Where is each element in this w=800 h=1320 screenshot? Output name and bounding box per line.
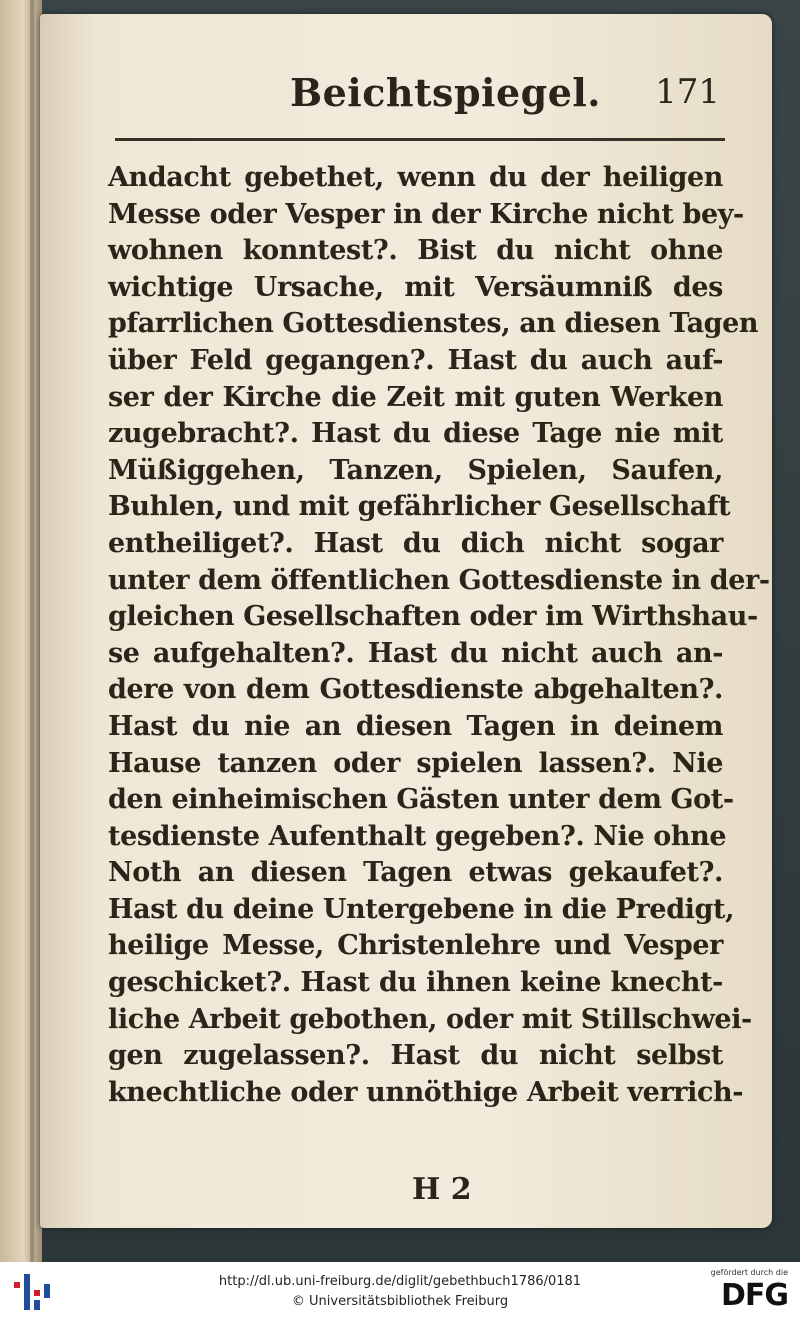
signature-mark: H 2 [412, 1172, 472, 1207]
text-line: knechtliche oder unnöthige Arbeit verrich- [108, 1076, 744, 1108]
text-line: Noth an diesen Tagen etwas gekaufet?. [108, 857, 723, 889]
text-line: über Feld gegangen?. Hast du auch auf- [108, 344, 723, 376]
funding-note: gefördert durch die [710, 1268, 788, 1277]
copyright-notice: © Universitätsbibliothek Freiburg [291, 1294, 509, 1309]
text-line: Müßiggehen, Tanzen, Spielen, Saufen, [108, 454, 723, 486]
text-line: Hause tanzen oder spielen lassen?. Nie [108, 747, 723, 779]
left-page-edge [0, 0, 42, 1262]
text-line: dere von dem Gottesdienste abgehalten?. [108, 674, 723, 706]
page-header [100, 66, 730, 126]
permalink[interactable]: http://dl.ub.uni-freiburg.de/diglit/gebethbuch1786/0181 [218, 1274, 582, 1289]
text-line: Andacht gebethet, wenn du der heiligen [108, 162, 723, 193]
text-line: den einheimischen Gästen unter dem Got- [108, 784, 734, 816]
body-text [108, 160, 770, 1111]
text-line: gen zugelassen?. Hast du nicht selbst [108, 1040, 723, 1072]
text-line: liche Arbeit gebothen, oder mit Stillschwei- [108, 1003, 752, 1035]
text-line: ser der Kirche die Zeit mit guten Werken [108, 381, 723, 413]
page-number: 171 [655, 72, 720, 112]
header-rule [115, 138, 725, 141]
text-line: se aufgehalten?. Hast du nicht auch an- [108, 637, 723, 669]
text-line: tesdienste Aufenthalt gegeben?. Nie ohne [108, 820, 727, 852]
text-line: pfarrlichen Gottesdienstes, an diesen Tagen [108, 308, 759, 340]
text-line: heilige Messe, Christenlehre und Vesper [108, 930, 723, 962]
text-line: zugebracht?. Hast du diese Tage nie mit [108, 418, 723, 450]
text-line: Hast du deine Untergebene in die Predigt, [108, 893, 735, 925]
text-line: unter dem öffentlichen Gottesdienste in der- [108, 564, 770, 596]
running-title: Beichtspiegel. [290, 70, 602, 115]
text-line: Buhlen, und mit gefährlicher Gesellschaft [108, 491, 731, 523]
text-line: Messe oder Vesper in der Kirche nicht bey- [108, 198, 744, 230]
text-line: entheiliget?. Hast du dich nicht sogar [108, 527, 723, 559]
text-line: gleichen Gesellschaften oder im Wirthshau- [108, 601, 758, 633]
text-line: geschicket?. Hast du ihnen keine knecht- [108, 967, 723, 999]
text-line: wohnen konntest?. Bist du nicht ohne [108, 235, 723, 267]
dfg-logo[interactable]: DFG [720, 1278, 788, 1313]
text-line: wichtige Ursache, mit Versäumniß des [108, 271, 723, 303]
text-line: Hast du nie an diesen Tagen in deinem [108, 710, 723, 742]
viewer-footer [0, 1262, 800, 1320]
